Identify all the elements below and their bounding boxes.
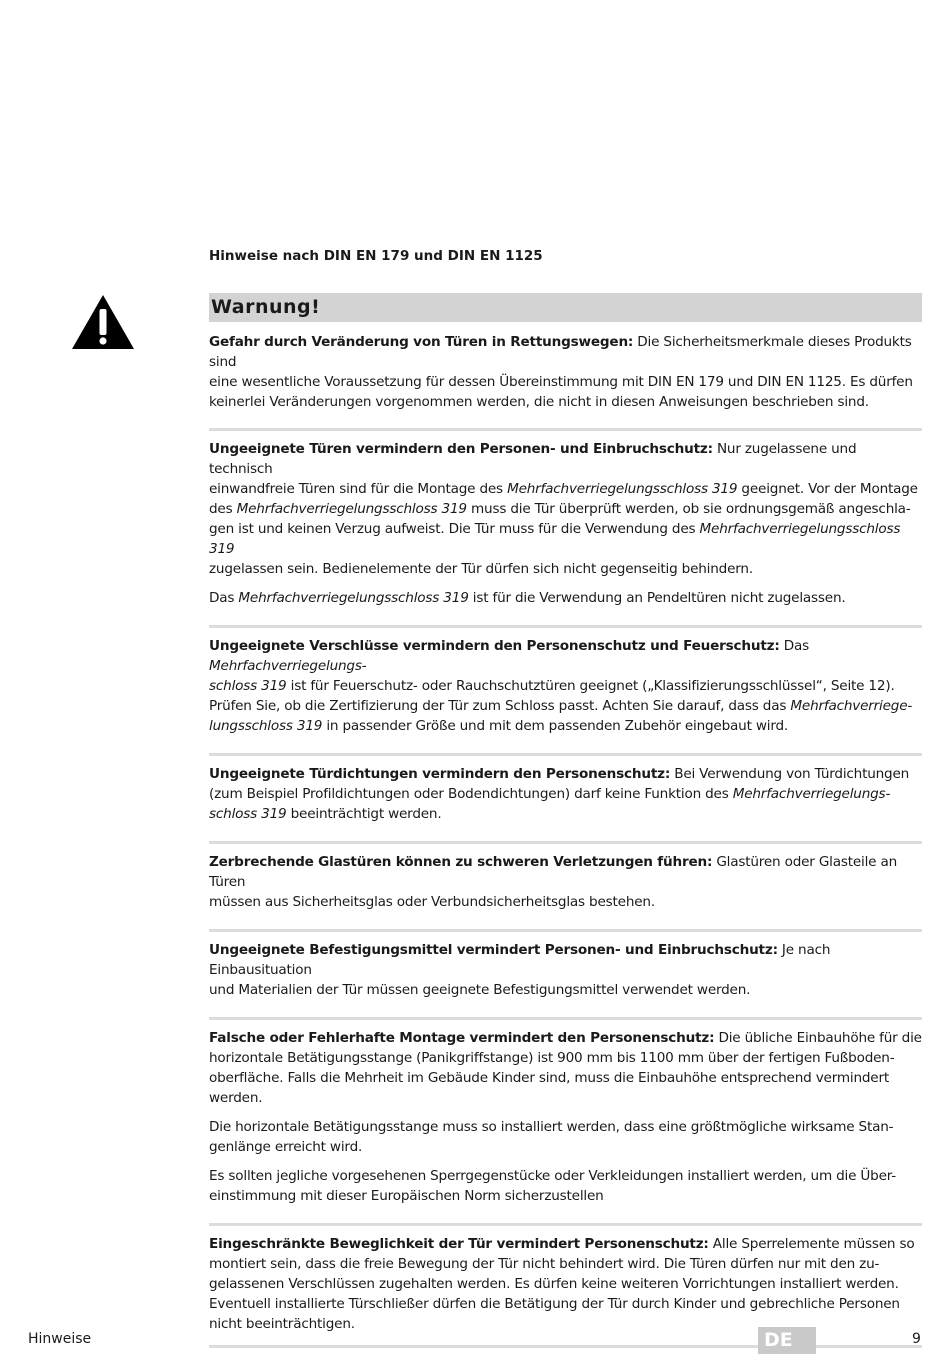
warning-section (209, 628, 922, 756)
body-text: Die Sicherheitsmerkmale dieses Produkts sind eine wesentliche Voraussetzung für dessen Übereinstimmung mit DIN EN 179 und DIN EN 1125. Es dürfen keinerlei Veränderungen vorgenommen werden, die nicht in diesen Anweisungen beschrieben sind. (209, 334, 913, 410)
product-name: Mehrfachverriegelungsschloss 319 (238, 590, 469, 606)
warning-section (209, 1020, 922, 1226)
section-paragraph (209, 588, 922, 608)
section-title: Falsche oder Fehlerhafte Montage vermindert den Personenschutz: (209, 1030, 715, 1046)
warning-section (209, 932, 922, 1020)
page-number: 9 (912, 1331, 921, 1347)
section-paragraph (209, 1166, 922, 1206)
product-name: Mehrfachverriegelungs- schloss 319 (209, 786, 891, 822)
body-text: geeignet. Vor der Montage des (209, 481, 918, 517)
body-text: in passender Größe und mit dem passenden Zubehör eingebaut wird. (322, 718, 789, 734)
body-text: zugelassen sein. Bedienelemente der Tür dürfen sich nicht gegenseitig behindern. (209, 561, 753, 577)
product-name: Mehrfachverriege- lungsschloss 319 (209, 698, 913, 734)
warning-title: Warnung! (209, 293, 922, 322)
body-text: Bei Verwendung von Türdichtungen (zum Beispiel Profildichtungen oder Bodendichtungen) darf keine Funktion des (209, 766, 910, 802)
body-text: Es sollten jegliche vorgesehenen Sperrgegenstücke oder Verkleidungen installiert werden, um die Über- einstimmung mit dieser Europäischen Norm sicherzustellen (209, 1168, 896, 1204)
warning-section (209, 332, 922, 431)
product-name: Mehrfachverriegelungsschloss 319 (507, 481, 738, 497)
warning-section (209, 844, 922, 932)
body-text: Die übliche Einbauhöhe für die horizontale Betätigungsstange (Panikgriffstange) ist 900 mm bis 1100 mm über der fertigen Fußboden- oberfläche. Falls die Mehrheit im Gebäude Kinder sind, muss die Einbauhöhe entsprechend vermindert werden. (209, 1030, 922, 1106)
warning-content (209, 293, 922, 1348)
warning-sections (209, 332, 922, 1348)
product-name: Mehrfachverriegelungs- schloss 319 (209, 658, 367, 694)
section-paragraph (209, 332, 922, 412)
section-paragraph (209, 764, 922, 824)
body-text: Nur zugelassene und technisch einwandfreie Türen sind für die Montage des (209, 441, 857, 497)
warning-triangle-icon (70, 293, 136, 351)
section-title: Zerbrechende Glastüren können zu schweren Verletzungen führen: (209, 854, 713, 870)
body-text: beeinträchtigt werden. (286, 806, 442, 822)
section-paragraph (209, 1117, 922, 1157)
product-name: Mehrfachverriegelungsschloss 319 (236, 501, 467, 517)
section-paragraph (209, 439, 922, 579)
body-text: Das (209, 590, 239, 606)
body-text: ist für Feuerschutz- oder Rauchschutztüren geeignet („Klassifizierungsschlüssel“, Seite 12). Prüfen Sie, ob die Zertifizierung der Tür zum Schloss passt. Achten Sie darauf, dass das (209, 678, 895, 714)
body-text: Glastüren oder Glasteile an Türen müssen aus Sicherheitsglas oder Verbundsicherheitsglas bestehen. (209, 854, 898, 910)
section-paragraph (209, 1028, 922, 1108)
section-title: Ungeeignete Türen vermindern den Personen- und Einbruchschutz: (209, 441, 713, 457)
section-title: Gefahr durch Veränderung von Türen in Rettungswegen: (209, 334, 634, 350)
section-title: Ungeeignete Verschlüsse vermindern den Personenschutz und Feuerschutz: (209, 638, 780, 654)
page-heading: Hinweise nach DIN EN 179 und DIN EN 1125 (209, 248, 543, 264)
body-text: Das (779, 638, 810, 654)
section-title: Eingeschränkte Beweglichkeit der Tür vermindert Personenschutz: (209, 1236, 709, 1252)
section-title: Ungeeignete Türdichtungen vermindern den Personenschutz: (209, 766, 671, 782)
warning-section (209, 431, 922, 628)
section-paragraph (209, 852, 922, 912)
body-text: Je nach Einbausituation und Materialien der Tür müssen geeignete Befestigungsmittel verwendet werden. (209, 942, 831, 998)
body-text: Alle Sperrelemente müssen so montiert sein, dass die freie Bewegung der Tür nicht behindert wird. Die Türen dürfen nur mit den zu- gelassenen Verschlüssen zugehalten werden. Es dürfen keine weiteren Vorrichtungen installiert werden. Eventuell installierte Türschließer dürfen die Betätigung der Tür durch Kinder und gebrechliche Personen nicht beeinträchtigen. (209, 1236, 915, 1332)
warning-section (209, 756, 922, 844)
section-paragraph (209, 1234, 922, 1334)
product-name: Mehrfachverriegelungsschloss 319 (209, 521, 901, 557)
body-text: muss die Tür überprüft werden, ob sie ordnungsgemäß angeschla- gen ist und keinen Verzug aufweist. Die Tür muss für die Verwendung des (209, 501, 911, 537)
section-paragraph (209, 636, 922, 736)
footer-section-name: Hinweise (28, 1331, 92, 1347)
section-title: Ungeeignete Befestigungsmittel vermindert Personen- und Einbruchschutz: (209, 942, 778, 958)
section-paragraph (209, 940, 922, 1000)
body-text: ist für die Verwendung an Pendeltüren nicht zugelassen. (468, 590, 846, 606)
language-badge: DE (758, 1327, 816, 1354)
body-text: Die horizontale Betätigungsstange muss so installiert werden, dass eine größtmögliche wirksame Stan- genlänge erreicht wird. (209, 1119, 894, 1155)
